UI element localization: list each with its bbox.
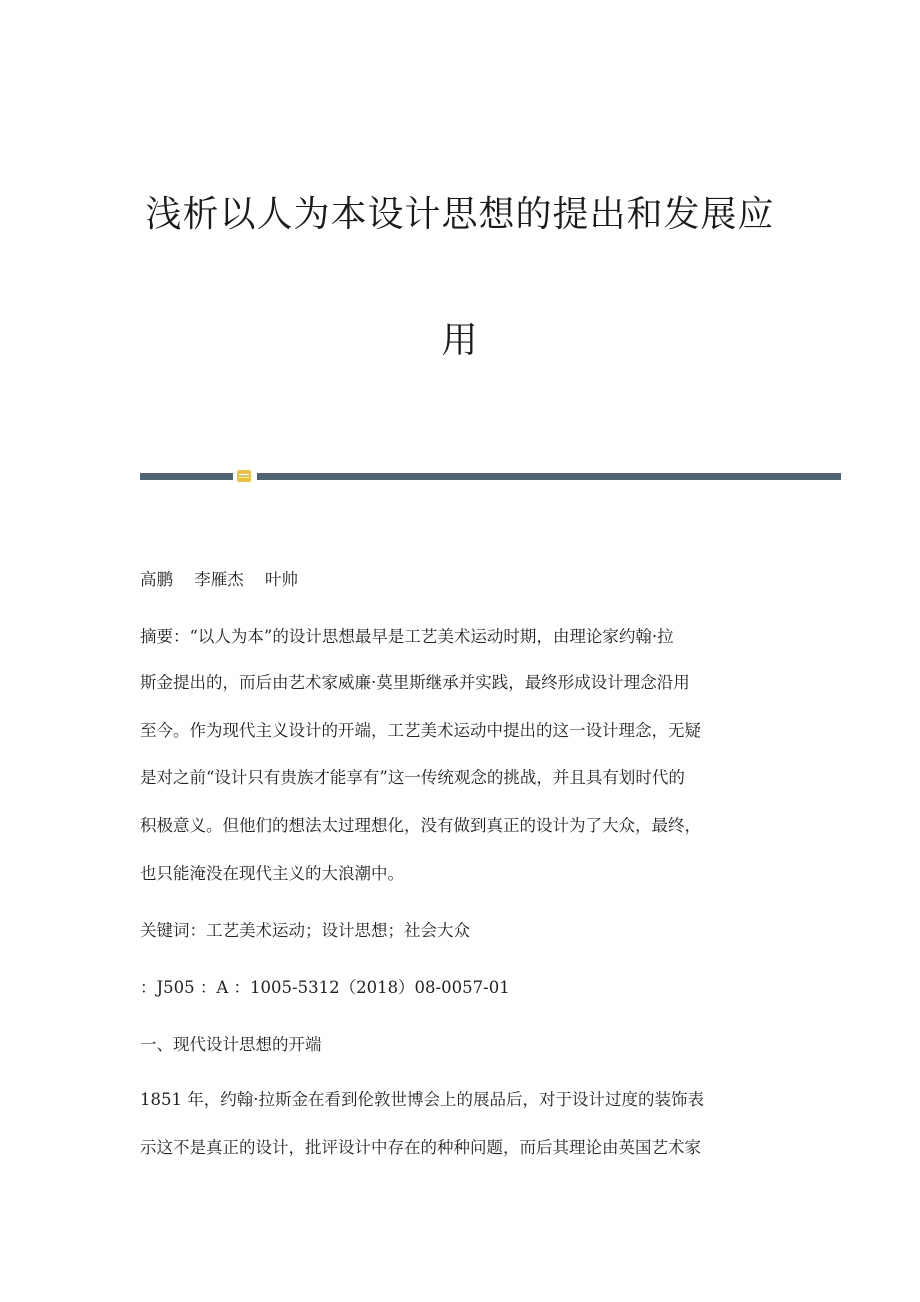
author-list (140, 570, 780, 590)
divider-bar-left (140, 473, 233, 480)
abstract-line: 至今。作为现代主义设计的开端，工艺美术运动中提出的这一设计理念，无疑 (140, 721, 701, 740)
divider-ornament-icon (237, 470, 251, 482)
title-line-1: 浅析以人为本设计思想的提出和发展应 (145, 194, 775, 235)
author-name: 高鹏 (140, 570, 173, 589)
author-name: 叶帅 (265, 570, 298, 589)
classification-info: ：J505 ：A ：1005-5312（2018）08-0057-01 (140, 978, 510, 997)
abstract-line: 也只能淹没在现代主义的大浪潮中。 (140, 864, 404, 883)
body-line: 1851 年，约翰·拉斯金在看到伦敦世博会上的展品后，对于设计过度的装饰表 (140, 1090, 704, 1109)
title-divider (140, 470, 841, 482)
abstract-line: 斯金提出的，而后由艺术家威廉·莫里斯继承并实践，最终形成设计理念沿用 (140, 673, 690, 692)
author-name: 李雁杰 (194, 570, 244, 589)
title-line-2: 用 (441, 320, 479, 361)
section-heading: 一、现代设计思想的开端 (140, 1035, 322, 1054)
abstract-line: 摘要：“以人为本”的设计思想最早是工艺美术运动时期，由理论家约翰·拉 (140, 627, 674, 646)
keywords: 关键词：工艺美术运动；设计思想；社会大众 (140, 921, 470, 940)
abstract-line: 是对之前“设计只有贵族才能享有”这一传统观念的挑战，并且具有划时代的 (140, 768, 685, 787)
abstract-line: 积极意义。但他们的想法太过理想化，没有做到真正的设计为了大众，最终， (140, 816, 701, 835)
divider-bar-right (257, 473, 841, 480)
body-line: 示这不是真正的设计，批评设计中存在的种种问题，而后其理论由英国艺术家 (140, 1138, 701, 1157)
